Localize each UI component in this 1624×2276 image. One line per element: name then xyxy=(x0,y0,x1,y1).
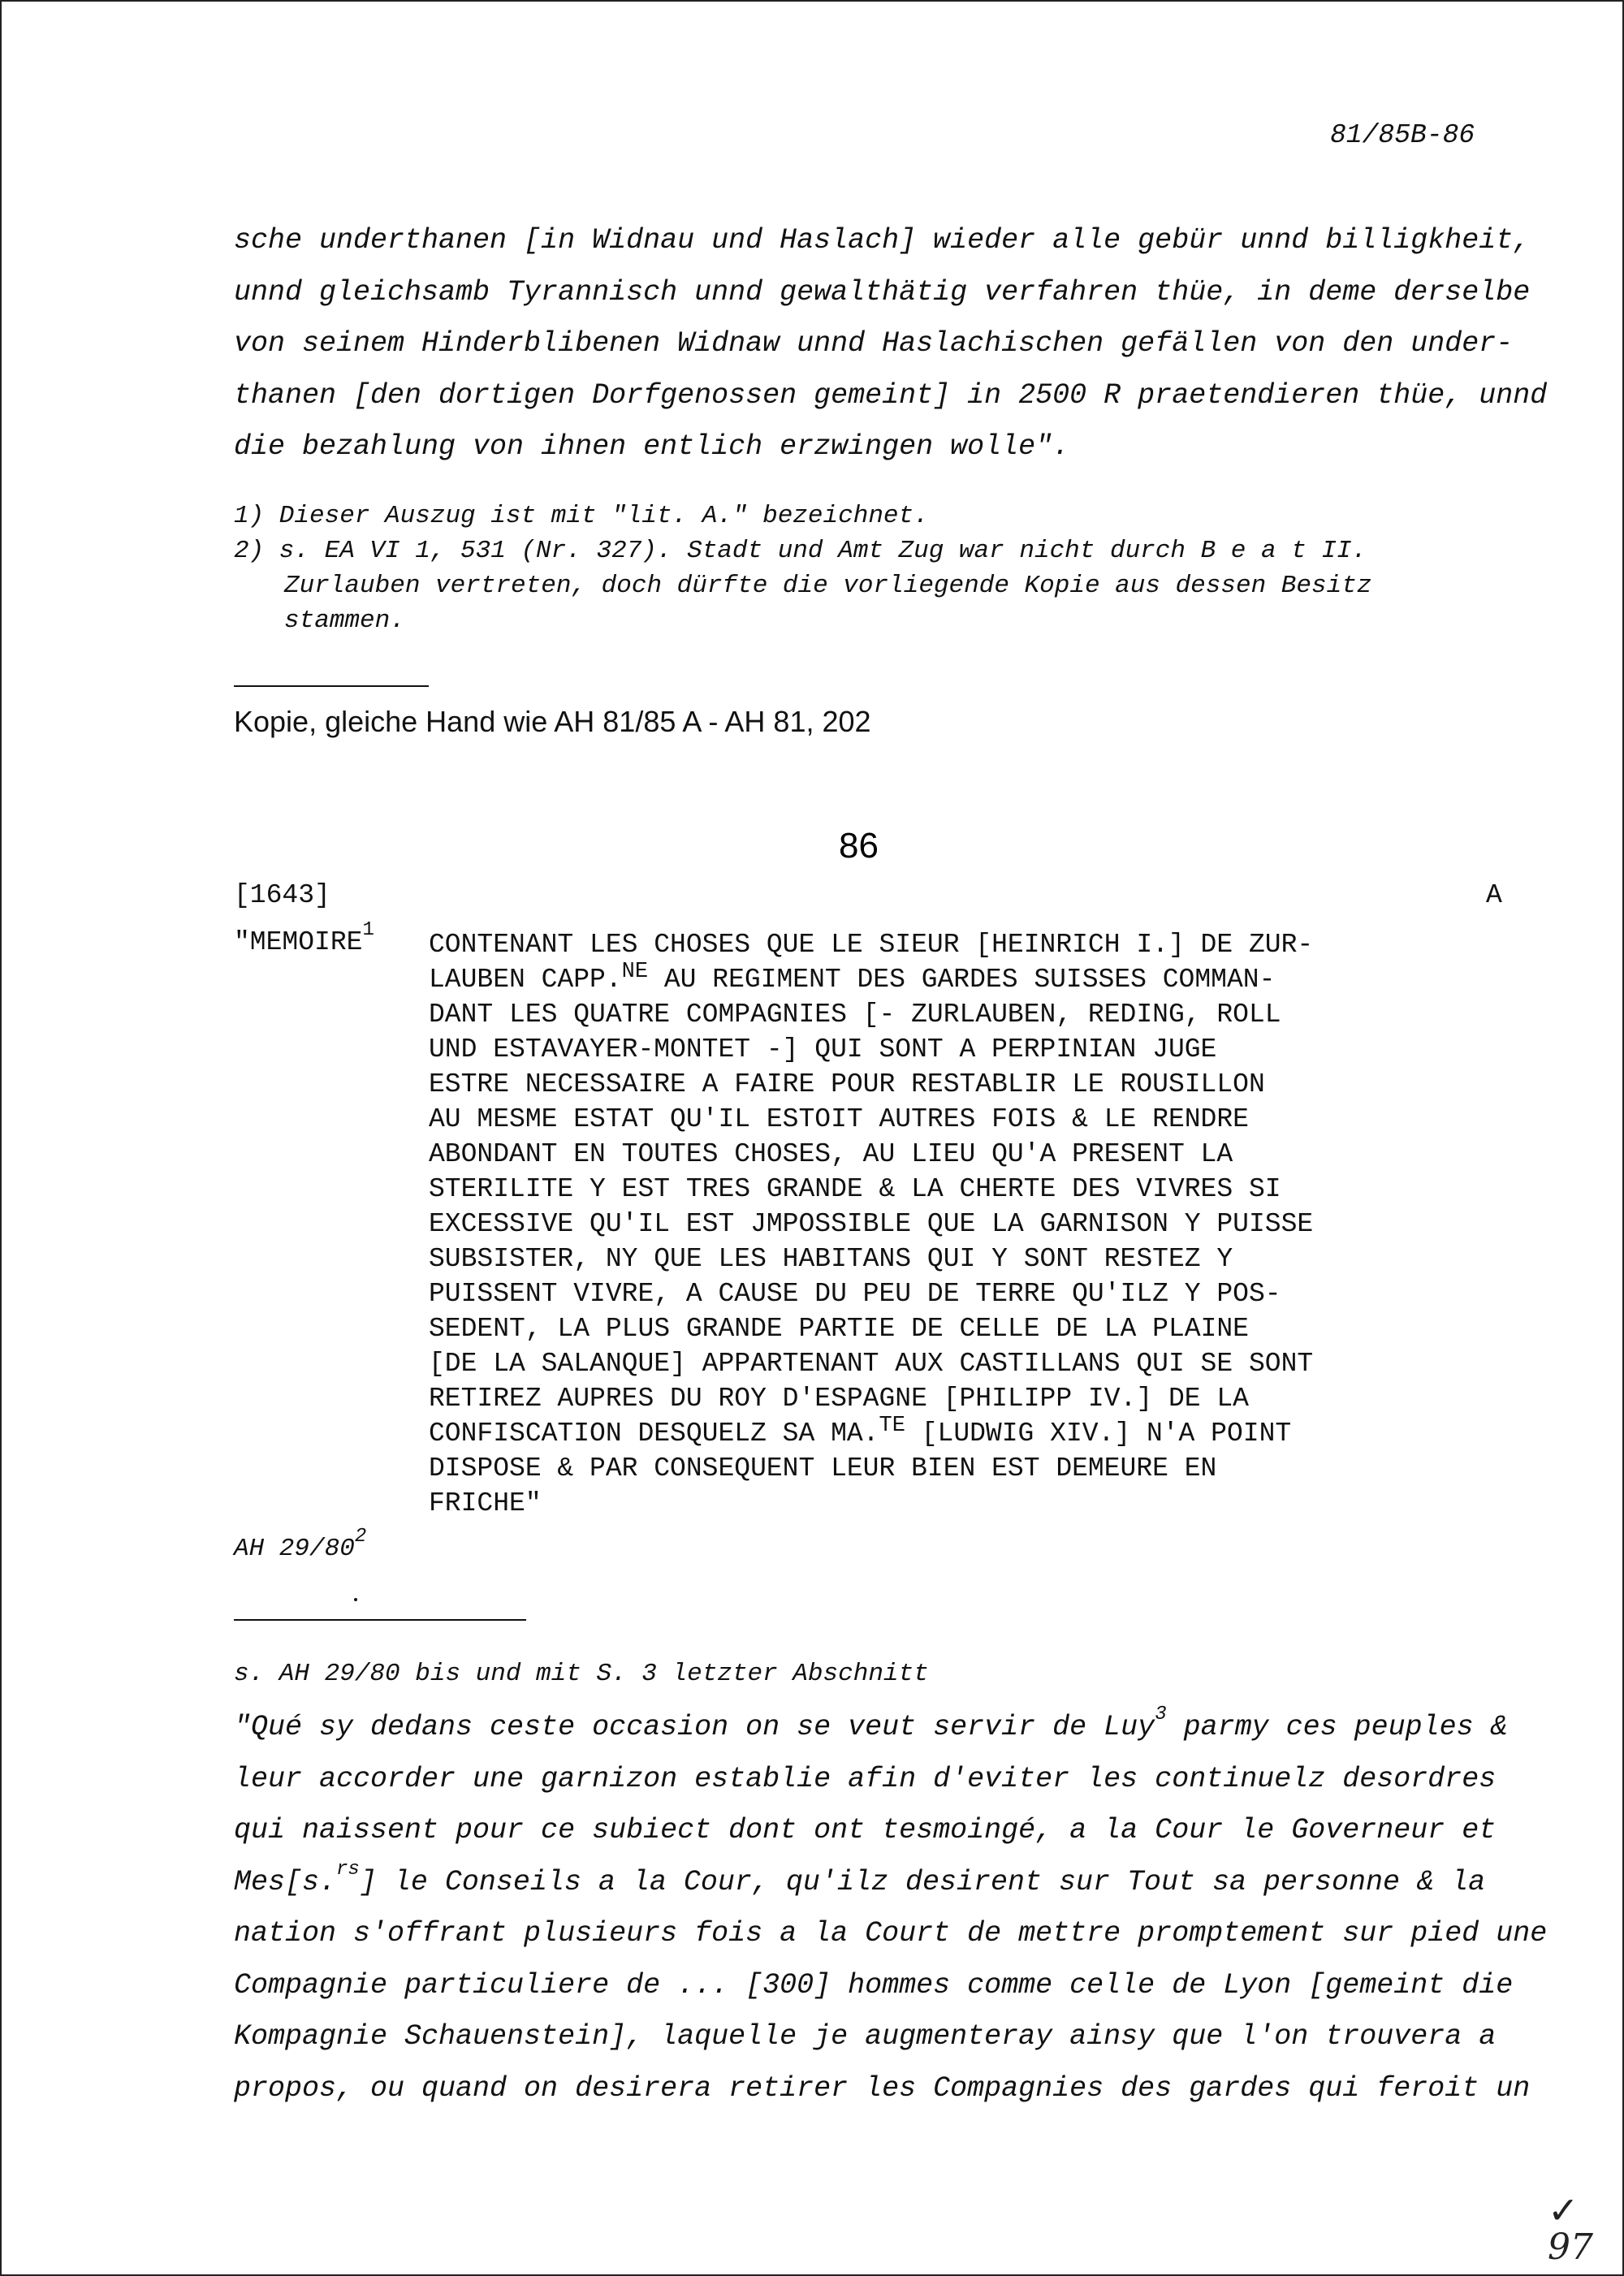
footnote-marker: 1 xyxy=(362,919,374,941)
footnote-2-continued: stammen. xyxy=(284,607,405,635)
memo-line: UND ESTAVAYER-MONTET -] QUI SONT A PERPINIAN JUGE xyxy=(429,1034,1217,1065)
memo-text xyxy=(429,927,1313,1521)
memo-label: "MEMOIRE$^1$ xyxy=(234,919,374,957)
memo-line: STERILITE Y EST TRES GRANDE & LA CHERTE DES VIVRES SI xyxy=(429,1174,1281,1204)
section-divider xyxy=(234,685,429,687)
french-line: qui naissent pour ce subiect dont ont tesmoingé, a la Cour le Governeur et xyxy=(234,1814,1497,1846)
page-reference: 81/85B-86 xyxy=(1330,120,1475,150)
memo-line: LAUBEN CAPP.$^{NE}$ AU REGIMENT DES GARDES SUISSES COMMAN- xyxy=(429,960,1276,995)
entry-letter: A xyxy=(1486,880,1502,910)
footnote-marker: 2 xyxy=(354,1525,367,1548)
memo-line: [DE LA SALANQUE] APPARTENANT AUX CASTILLANS QUI SE SONT xyxy=(429,1349,1314,1379)
memo-line: PUISSENT VIVRE, A CAUSE DU PEU DE TERRE QU'ILZ Y POS- xyxy=(429,1279,1281,1309)
french-passage xyxy=(234,1702,1547,2114)
handwritten-folio-number: 97 xyxy=(1548,2226,1593,2268)
footnote-1: 1) Dieser Auszug ist mit "lit. A." bezeichnet. xyxy=(234,502,929,530)
memo-line: FRICHE" xyxy=(429,1488,542,1518)
handwritten-checkmark: ✓ xyxy=(1548,2188,1579,2232)
archive-reference: AH $29/80^2$ xyxy=(234,1525,367,1563)
french-line: propos, ou quand on desirera retirer les Compagnies des gardes qui feroit un xyxy=(234,2071,1531,2105)
reference-note: s. AH 29/80 bis und mit S. 3 letzter Abschnitt xyxy=(234,1660,929,1688)
french-line: Kompagnie Schauenstein], laquelle je augmenteray ainsy que l'on trouvera a xyxy=(234,2020,1497,2053)
memo-line: EXCESSIVE QU'IL EST JMPOSSIBLE QUE LA GARNISON Y PUISSE xyxy=(429,1209,1314,1239)
entry-date: [1643] xyxy=(234,880,330,910)
footnote-2: 2) s. EA VI 1, 531 (Nr. 327). Stadt und Amt Zug war nicht durch B e a t II. xyxy=(234,537,1367,565)
footnotes xyxy=(234,499,1371,638)
french-line: "Qué sy dedans ceste occasion on se veut servir de Luy$^3$ parmy ces peuples & xyxy=(234,1704,1508,1743)
footnote-2-continued: Zurlauben vertreten, doch dürfte die vorliegende Kopie aus dessen Besitz xyxy=(284,572,1372,600)
memo-line: DISPOSE & PAR CONSEQUENT LEUR BIEN EST DEMEURE EN xyxy=(429,1453,1217,1484)
memo-line: CONTENANT LES CHOSES QUE LE SIEUR [HEINRICH I.] DE ZUR- xyxy=(429,930,1314,960)
memo-line: ABONDANT EN TOUTES CHOSES, AU LIEU QU'A PRESENT LA xyxy=(429,1139,1233,1169)
memo-line: ESTRE NECESSAIRE A FAIRE POUR RESTABLIR LE ROUSILLON xyxy=(429,1069,1265,1099)
memo-line: AU MESME ESTAT QU'IL ESTOIT AUTRES FOIS & LE RENDRE xyxy=(429,1104,1249,1134)
stray-dot xyxy=(354,1598,357,1601)
german-line: unnd gleichsamb Tyrannisch unnd gewalthätig verfahren thüe, in deme derselbe xyxy=(234,275,1531,309)
german-line: die bezahlung von ihnen entlich erzwingen wolle". xyxy=(234,430,1070,463)
german-line: von seinem Hinderblibenen Widnaw unnd Haslachischen gefällen von den under- xyxy=(234,327,1514,360)
german-line: thanen [den dortigen Dorfgenossen gemeint] in 2500 R praetendieren thüe, unnd xyxy=(234,378,1548,412)
french-line: Mes[s.$^{rs}$] le Conseils a la Cour, qu'ilz desirent sur Tout sa personne & la xyxy=(234,1858,1486,1898)
memo-line: RETIREZ AUPRES DU ROY D'ESPAGNE [PHILIPP IV.] DE LA xyxy=(429,1384,1249,1414)
french-line: Compagnie particuliere de ... [300] hommes comme celle de Lyon [gemeint die xyxy=(234,1968,1514,2002)
french-line: leur accorder une garnizon establie afin d'eviter les continuelz desordres xyxy=(234,1762,1497,1795)
entry-number: 86 xyxy=(839,826,879,866)
memo-line: SEDENT, LA PLUS GRANDE PARTIE DE CELLE DE LA PLAINE xyxy=(429,1314,1249,1344)
french-line: nation s'offrant plusieurs fois a la Court de mettre promptement sur pied une xyxy=(234,1917,1548,1950)
german-passage xyxy=(234,215,1547,473)
memo-line: SUBSISTER, NY QUE LES HABITANS QUI Y SONT RESTEZ Y xyxy=(429,1244,1233,1274)
german-line: sche underthanen [in Widnau und Haslach] wieder alle gebür unnd billigkheit, xyxy=(234,224,1531,257)
memo-line: CONFISCATION DESQUELZ SA MA.$^{TE}$ [LUDWIG XIV.] N'A POINT xyxy=(429,1414,1292,1449)
section-divider xyxy=(234,1619,526,1621)
source-line: Kopie, gleiche Hand wie AH 81/85 A - AH 81, 202 xyxy=(234,705,871,738)
memo-line: DANT LES QUATRE COMPAGNIES [- ZURLAUBEN, REDING, ROLL xyxy=(429,1000,1281,1030)
